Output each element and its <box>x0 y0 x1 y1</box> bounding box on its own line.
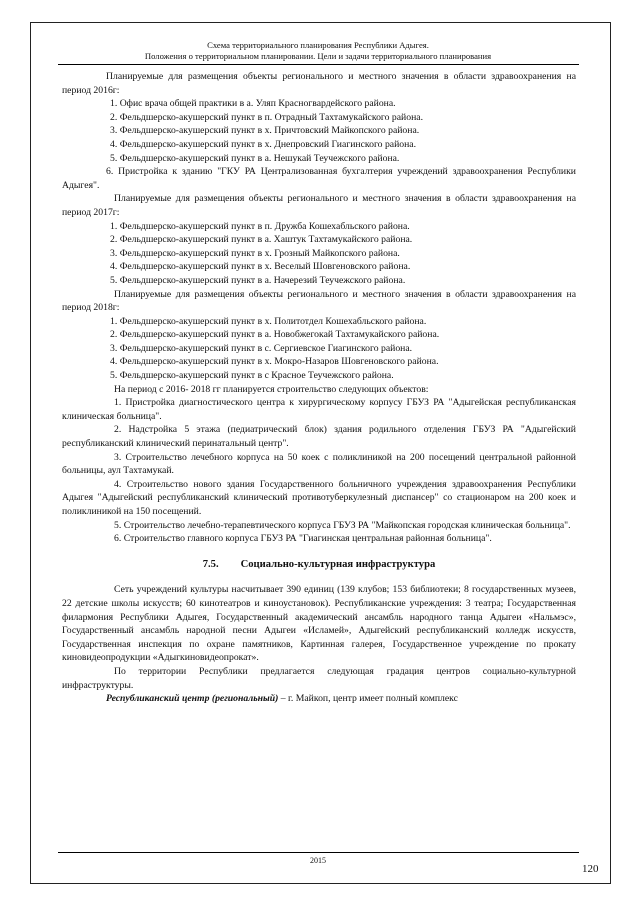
list-item: 2. Фельдшерско-акушерский пункт в а. Хаштук Тахтамукайского района. <box>110 234 413 246</box>
list-item: 2. Фельдшерско-акушерский пункт в п. Отрадный Тахтамукайского района. <box>110 111 423 123</box>
list-item: 3. Фельдшерско-акушерский пункт в х. Грозный Майкопского района. <box>110 247 400 259</box>
center-text: – г. Майкоп, центр имеет полный комплекс <box>278 693 458 705</box>
footer-year: 2015 <box>310 856 326 865</box>
intro-period: На период с 2016- 2018 гг планируется строительство следующих объектов: <box>114 383 429 395</box>
list-item: 1. Фельдшерско-акушерский пункт в х. Политотдел Кошехабльского района. <box>110 315 427 327</box>
document-body <box>62 70 576 706</box>
header-title: Схема территориального планирования Республики Адыгея. <box>207 40 429 50</box>
list-item: 3. Фельдшерско-акушерский пункт в х. Причтовский Майкопского района. <box>110 125 420 137</box>
list-item: 1. Пристройка диагностического центра к хирургическому корпусу ГБУЗ РА "Адыгейская республиканская клиническая больница". <box>62 397 576 422</box>
section-title: Социально-культурная инфраструктура <box>240 558 436 570</box>
center-paragraph <box>62 692 576 706</box>
intro-2018: Планируемые для размещения объекты регионального и местного значения в области здравоохранения на период 2018г: <box>62 288 576 314</box>
list-item: 2. Надстройка 5 этажа (педиатрический блок) здания родильного отделения ГБУЗ РА "Адыгейский республиканский клинический перинатальный центр". <box>62 424 576 450</box>
list-item: 5. Строительство лечебно-терапевтического корпуса ГБУЗ РА "Майкопская городская клиническая больница". <box>114 519 571 531</box>
page-number: 120 <box>582 863 599 875</box>
list-item: 3. Фельдшерско-акушерский пункт в с. Сергиевское Гиагинского района. <box>110 342 413 354</box>
running-header <box>58 40 578 62</box>
list-item: 4. Фельдшерско-акушерский пункт в х. Мокро-Назаров Шовгеновского района. <box>110 356 439 368</box>
section-heading <box>62 558 576 572</box>
list-item: 6. Строительство главного корпуса ГБУЗ РА "Гиагинская центральная районная больница". <box>114 533 492 545</box>
list-item: 3. Строительство лечебного корпуса на 50 коек с поликлиникой на 200 посещений центральной районной больницы, аул Тахтамукай. <box>62 451 576 477</box>
intro-2016: Планируемые для размещения объекты регионального и местного значения в области здравоохранения на период 2016г: <box>62 71 576 96</box>
list-item: 1. Фельдшерско-акушерский пункт в п. Дружба Кошехабльского района. <box>110 220 410 232</box>
list-item: 4. Фельдшерско-акушерский пункт в х. Днепровский Гиагинского района. <box>110 138 417 150</box>
list-item: 6. Пристройка к зданию "ГКУ РА Централизованная бухгалтерия учреждений здравоохранения Республики Адыгея". <box>62 166 576 191</box>
section-number: 7.5. <box>202 558 219 570</box>
list-item: 2. Фельдшерско-акушерский пункт в а. Новобжегокай Тахтамукайского района. <box>110 329 440 341</box>
footer-divider <box>58 852 579 853</box>
list-item: 5. Фельдшерско-акушерский пункт в а. Начерезий Теучежского района. <box>110 274 406 286</box>
header-subtitle: Положения о территориальном планировании. Цели и задачи территориального планирования <box>144 51 492 61</box>
list-item: 4. Строительство нового здания Государственного больничного учреждения здравоохранения Республики Адыгея "Адыгейский республиканский клинический противотуберкулезный диспансер" со стационаром на 200 коек и поликлиникой на 150 посещений. <box>62 478 576 517</box>
list-item: 4. Фельдшерско-акушерский пункт в х. Веселый Шовгеновского района. <box>110 261 411 273</box>
list-item: 1. Офис врача общей практики в а. Уляп Красногвардейского района. <box>110 98 396 110</box>
gradation-paragraph: По территории Республики предлагается следующая градация центров социально-культурной инфраструктуры. <box>62 665 576 691</box>
header-divider <box>58 64 579 65</box>
intro-2017: Планируемые для размещения объекты регионального и местного значения в области здравоохранения на период 2017г: <box>62 193 576 218</box>
list-item: 5. Фельдшерско-акушерский пункт в с Красное Теучежского района. <box>110 370 394 382</box>
list-item: 5. Фельдшерско-акушерский пункт в а. Нешукай Теучежского района. <box>110 152 400 164</box>
culture-paragraph: Сеть учреждений культуры насчитывает 390 единиц (139 клубов; 153 библиотеки; 8 государственных музеев, 22 детские школы искусств; 60 кинотеатров и киноустановок). Республиканские учреждения: 3 театра; Государственная филармония Республики Адыгея, Государственный академический ансамбль народного танца Адыгеи «Нальмэс», Государственный ансамбль народной песни Адыгеи «Исламей», Адыгейский республиканский колледж искусств, Государственная инспекция по охране памятников, Картинная галерея, Государственное учреждение по прокату киновидеопродукции «Адыгкиновидеопрокат». <box>62 584 576 664</box>
center-label: Республиканский центр (региональный) <box>106 693 279 705</box>
